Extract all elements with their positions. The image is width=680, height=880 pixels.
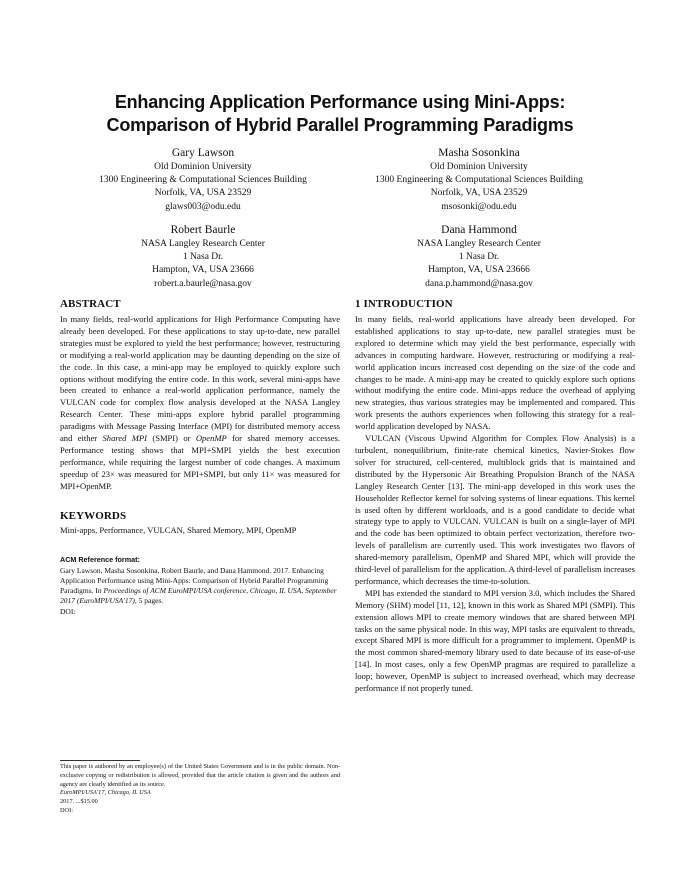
intro-paragraph-2: VULCAN (Viscous Upwind Algorithm for Complex Flow Analysis) is a turbulent, nonequilibrium, finite-rate chemical kinetics, Navier-Stokes flow solver for structured, cell-centered, multiblock grids that is maintained and distributed by the Hypersonic Air Breathing Propulsion Branch of the NASA Langley Research Center [13]. The mini-app developed in this work uses the Householder Reflector kernel for solving systems of linear equations. This kernel is used often by different workloads, and is a good candidate to decide what strategy type to apply to VULCAN. VULCAN is built on a single-layer of MPI and the code has been optimized to obtain perfect vectorization, therefore two-levels of parallelism are currently used. This work investigates two flavors of shared-memory parallelism, OpenMP and Shared MPI, which will provide the third-level of parallelism for the application. A third-level of parallelism increases performance, which decreases the time-to-solution. bbox=[355, 433, 635, 586]
acm-reference-doi: DOI: bbox=[60, 606, 76, 616]
footnote-rule bbox=[60, 760, 140, 761]
right-column bbox=[355, 298, 635, 695]
title-line-1: Enhancing Application Performance using Mini-Apps: bbox=[114, 92, 566, 112]
author-address-2: Norfolk, VA, USA 23529 bbox=[430, 188, 528, 199]
author-address-2: Norfolk, VA, USA 23529 bbox=[154, 188, 252, 199]
author-affiliation: Old Dominion University bbox=[154, 162, 252, 172]
footnote-price: 2017. ...$15.00 bbox=[60, 798, 98, 806]
author-affiliation: Old Dominion University bbox=[430, 162, 528, 172]
author-email: msosonki@odu.edu bbox=[441, 201, 517, 212]
introduction-heading: 1 INTRODUCTION bbox=[355, 298, 453, 310]
author-name: Gary Lawson bbox=[171, 147, 235, 159]
author-name: Dana Hammond bbox=[441, 224, 517, 236]
author-block-baurle bbox=[53, 223, 353, 291]
author-block-lawson bbox=[53, 146, 353, 214]
paper-title bbox=[40, 91, 640, 137]
keywords-heading: KEYWORDS bbox=[60, 509, 127, 522]
footnote-doi: DOI: bbox=[60, 806, 73, 814]
author-block-sosonkina bbox=[329, 146, 629, 214]
keywords-text: Mini-apps, Performance, VULCAN, Shared Memory, MPI, OpenMP bbox=[60, 524, 297, 535]
author-address-1: 1 Nasa Dr. bbox=[182, 252, 224, 263]
intro-paragraph-3: MPI has extended the standard to MPI version 3.0, which includes the Shared Memory (SHM) model [11, 12], known in this work as Shared MPI (SMPI). This extension allows MPI to create memory windows that are shared between MPI tasks on the same physical node. In this way, MPI tasks are equivalent to threads, except Shared MPI is more difficult for a programmer to implement. OpenMP is the most common shared-memory library used to date because of its ease-of-use [14]. In most cases, only a few OpenMP pragmas are required to parallelize a loop; however, OpenMP is subject to increased overhead, which may decrease performance if not properly tuned. bbox=[355, 587, 635, 694]
acm-reference-heading: ACM Reference format: bbox=[60, 554, 140, 564]
acm-reference-text: Gary Lawson, Masha Sosonkina, Robert Baurle, and Dana Hammond. 2017. Enhancing Application Performance using Mini-Apps: Comparison of Hybrid Parallel Programming Paradigms. In Proceedings of ACM EuroMPI/USA conference, Chicago, IL USA, September 2017 (EuroMPI/USA'17), 5 pages. bbox=[60, 565, 337, 606]
author-address-1: 1300 Engineering & Computational Sciences Building bbox=[375, 175, 583, 186]
left-column bbox=[60, 298, 340, 617]
author-address-2: Hampton, VA, USA 23666 bbox=[152, 265, 254, 276]
author-name: Robert Baurle bbox=[170, 224, 236, 236]
author-email: robert.a.baurle@nasa.gov bbox=[154, 278, 252, 289]
intro-paragraph-1: In many fields, real-world applications have already been developed. For established applications to stay up-to-date, new parallel strategies must be explored to determine which may yield the best performance, especially with advances in computing hardware. However, restructuring or modifying a real-world application incurs increased cost depending on the size of the code and changes to be made. A mini-app may be created to quickly explore such options without modifying the entire code. Mini-apps reduce the overhead of applying new strategies, thus various strategies may be implemented and compared. This work presents the authors experiences when following this strategy for a real-world application developed by NASA. bbox=[355, 314, 635, 432]
abstract-text: In many fields, real-world applications for High Performance Computing have already been developed. For these applications to stay up-to-date, new parallel strategies must be explored to yield the best performance; however, restructuring or modifying a real-world application may be daunting depending on the size of the code. In this case, a mini-app may be employed to quickly explore such options without modifying the entire code. In this work, several mini-apps have been created to enhance a real-world application performance, namely the VULCAN code for complex flow analysis developed at the NASA Langley Research Center. These mini-apps explore hybrid parallel programming paradigms with Message Passing Interface (MPI) for distributed memory access and either Shared MPI (SMPI) or OpenMP for shared memory accesses. Performance testing shows that MPI+SMPI yields the best execution performance, while requiring the largest number of code changes. A maximum speedup of 23× was measured for MPI+SMPI, but only 11× was measured for MPI+OpenMP. bbox=[60, 314, 340, 491]
author-affiliation: NASA Langley Research Center bbox=[141, 239, 265, 249]
author-affiliation: NASA Langley Research Center bbox=[417, 239, 541, 249]
copyright-footnote: This paper is authored by an employee(s) of the United States Government and is in the public domain. Non-exclusive copying or redistribution is allowed, provided that the article citation is given and the authors and agency are clearly identified as its source. EuroMPI/USA'17, Chicago, IL USA 2017. ...$15.00 DOI: bbox=[60, 763, 340, 814]
footnote-venue: EuroMPI/USA'17, Chicago, IL USA bbox=[60, 789, 151, 797]
author-address-2: Hampton, VA, USA 23666 bbox=[428, 265, 530, 276]
title-line-2: Comparison of Hybrid Parallel Programming Paradigms bbox=[106, 115, 574, 135]
abstract-heading: ABSTRACT bbox=[60, 298, 121, 310]
author-address-1: 1 Nasa Dr. bbox=[458, 252, 500, 263]
author-email: glaws003@odu.edu bbox=[165, 201, 241, 212]
author-email: dana.p.hammond@nasa.gov bbox=[425, 278, 533, 289]
author-name: Masha Sosonkina bbox=[438, 147, 520, 159]
author-address-1: 1300 Engineering & Computational Sciences Building bbox=[99, 175, 307, 186]
author-block-hammond bbox=[329, 223, 629, 291]
